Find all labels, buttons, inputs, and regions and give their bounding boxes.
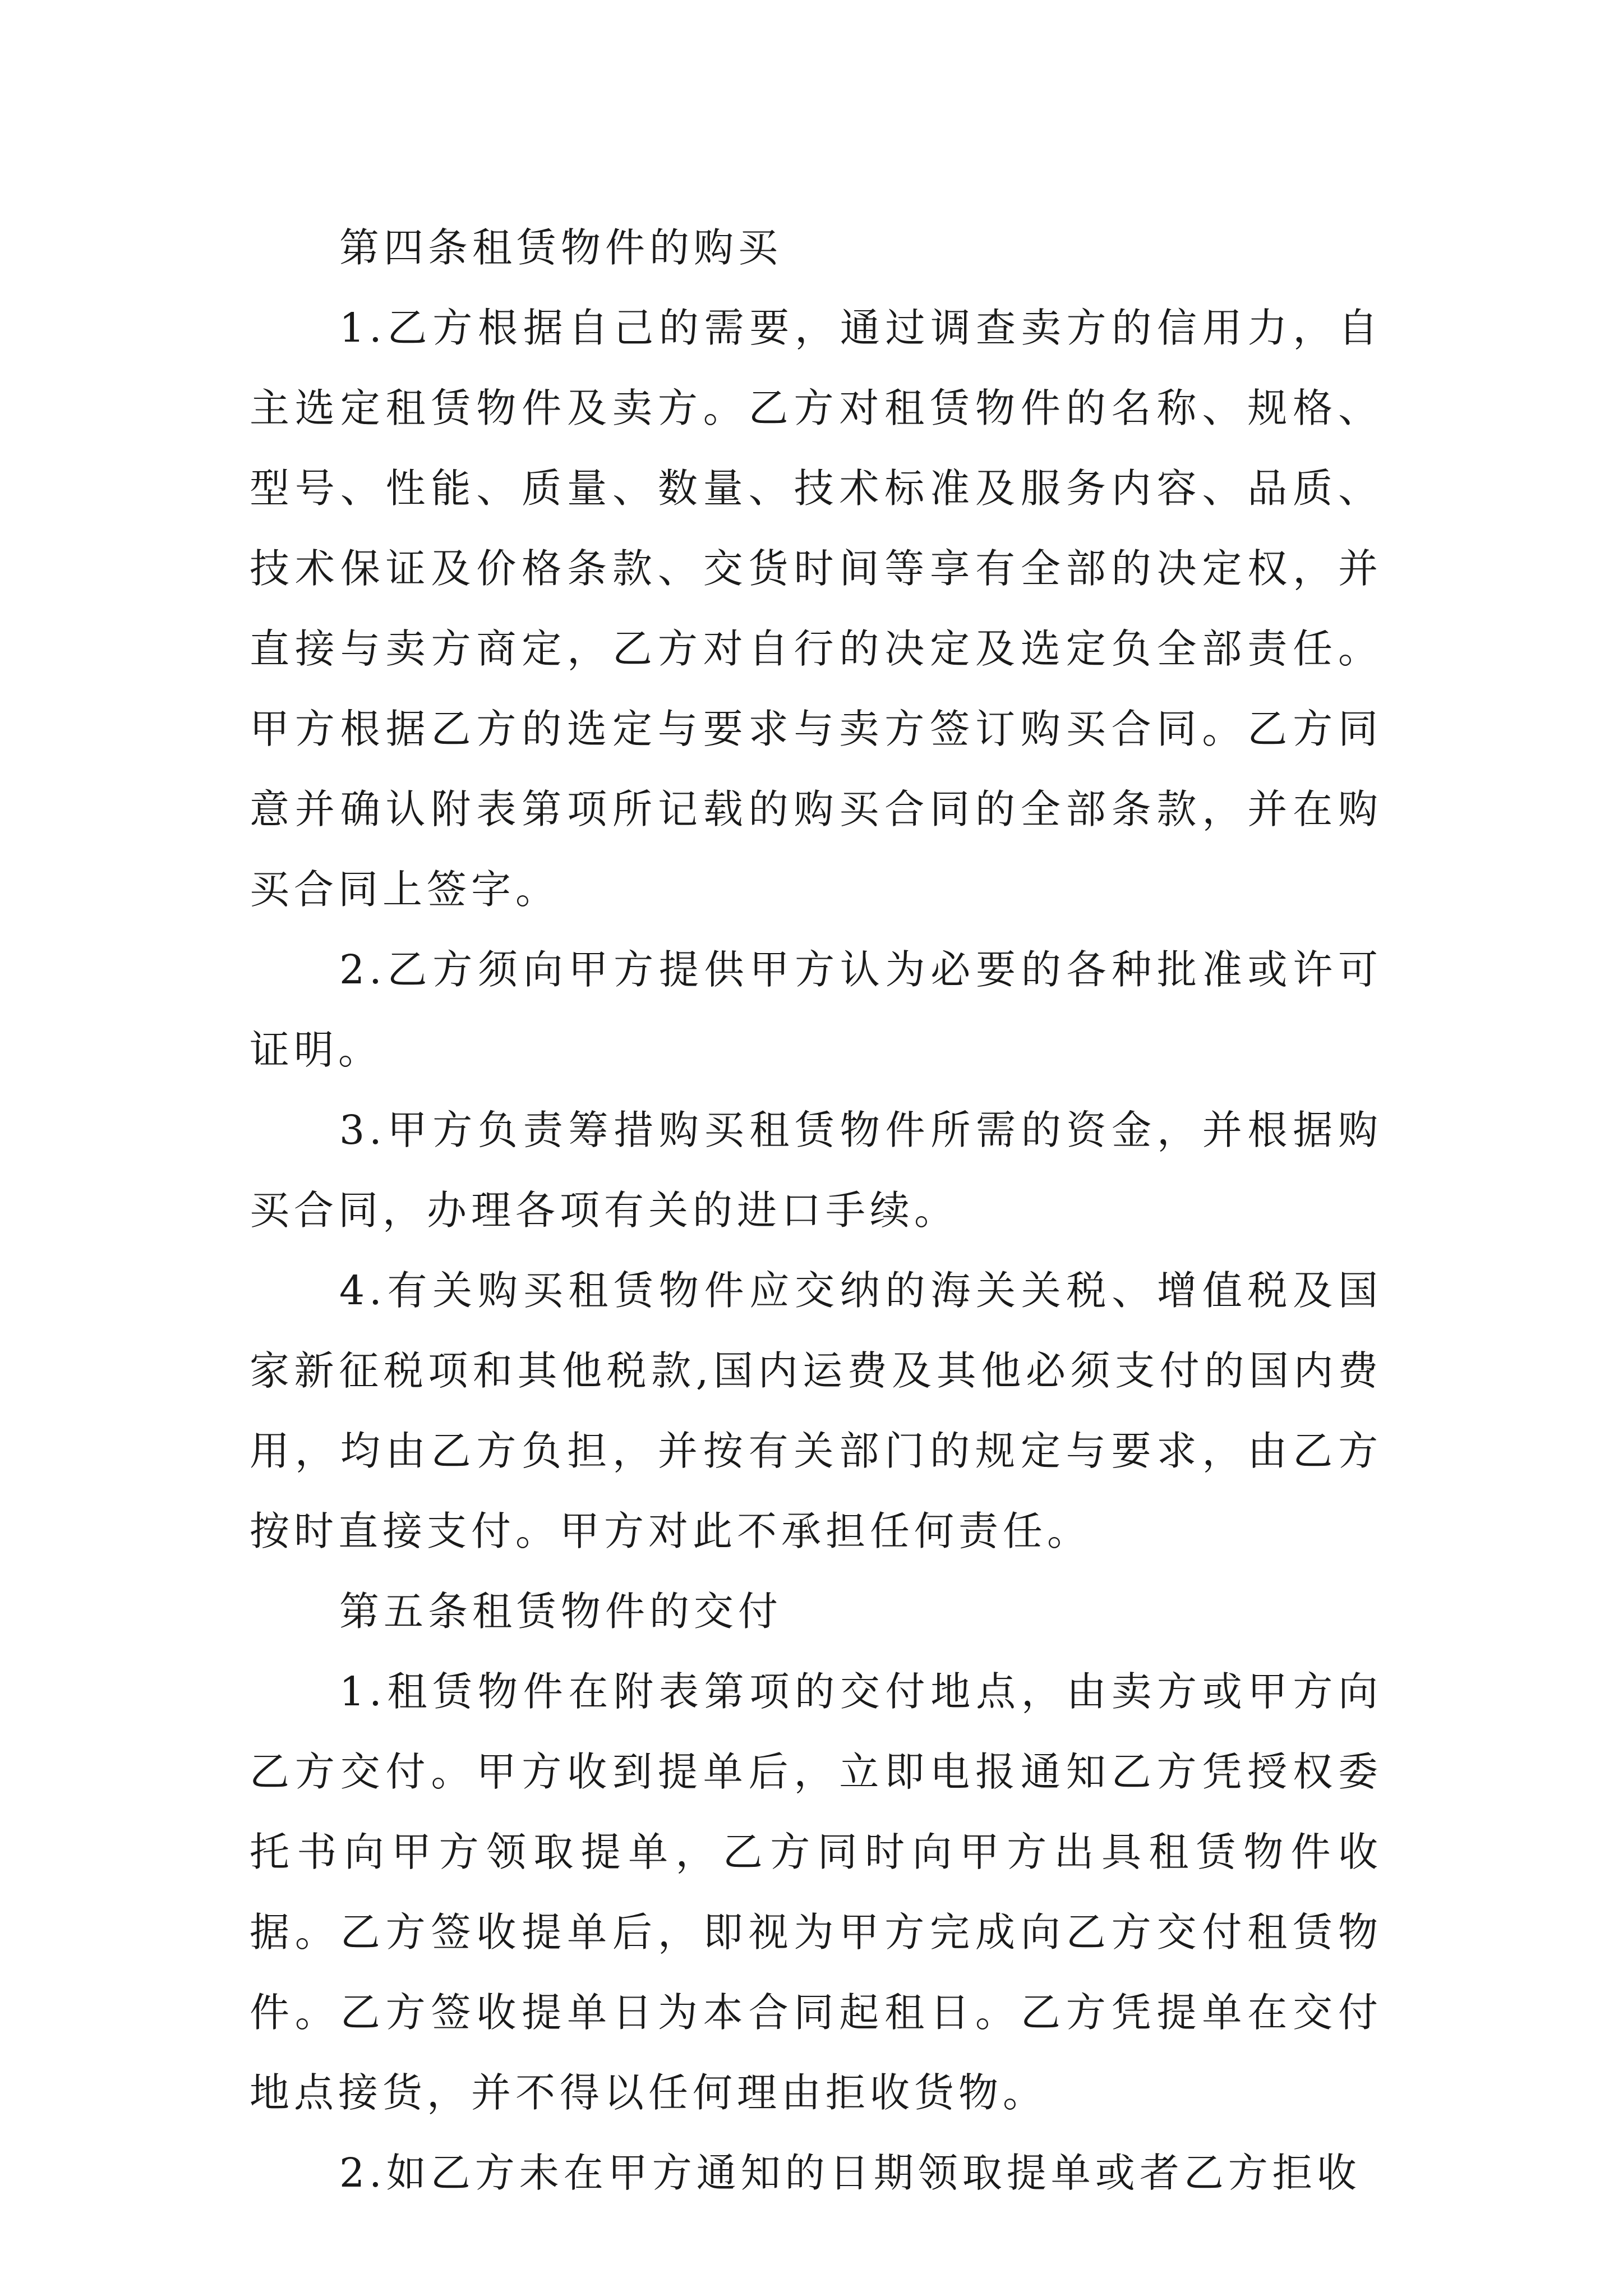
- document-body: [250, 208, 1382, 2213]
- article-4-heading: 第四条租赁物件的购买: [339, 224, 783, 271]
- article-5-heading: 第五条租赁物件的交付: [339, 1588, 783, 1635]
- article-4-clause-3: 3.甲方负责筹措购买租赁物件所需的资金，并根据购买合同，办理各项有关的进口手续。: [250, 1107, 1382, 1234]
- article-5-clause-1: 1.租赁物件在附表第项的交付地点，由卖方或甲方向乙方交付。甲方收到提单后，立即电报通知乙方凭授权委托书向甲方领取提单，乙方同时向甲方出具租赁物件收据。乙方签收提单后，即视为甲方完成向乙方交付租赁物件。乙方签收提单日为本合同起租日。乙方凭提单在交付地点接货，并不得以任何理由拒收货物。: [250, 1668, 1382, 2116]
- article-5-clause-2: 2.如乙方未在甲方通知的日期领取提单或者乙方拒收: [339, 2150, 1361, 2196]
- article-4-clause-4: 4.有关购买租赁物件应交纳的海关关税、增值税及国家新征税项和其他税款,国内运费及其他必须支付的国内费用，均由乙方负担，并按有关部门的规定与要求，由乙方按时直接支付。甲方对此不承担任何责任。: [250, 1267, 1382, 1554]
- article-4-clause-1: 1.乙方根据自己的需要，通过调查卖方的信用力，自主选定租赁物件及卖方。乙方对租赁物件的名称、规格、型号、性能、质量、数量、技术标准及服务内容、品质、技术保证及价格条款、交货时间等享有全部的决定权，并直接与卖方商定，乙方对自行的决定及选定负全部责任。甲方根据乙方的选定与要求与卖方签订购买合同。乙方同意并确认附表第项所记载的购买合同的全部条款，并在购买合同上签字。: [250, 305, 1382, 913]
- article-4-clause-2: 2.乙方须向甲方提供甲方认为必要的各种批准或许可证明。: [250, 946, 1382, 1073]
